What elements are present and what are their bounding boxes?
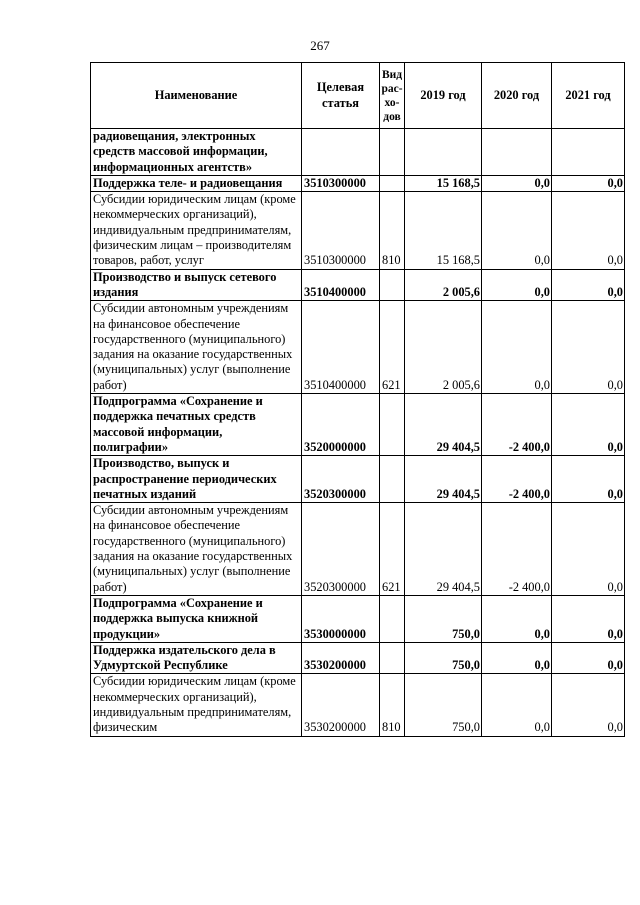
table-body (91, 129, 625, 737)
row-value-2021: 0,0 (552, 456, 625, 503)
row-value-2021: 0,0 (552, 301, 625, 394)
table-row (91, 674, 625, 736)
row-code: 3520300000 (302, 456, 380, 503)
row-value-2020: 0,0 (482, 674, 552, 736)
row-code: 3510300000 (302, 175, 380, 191)
row-name: Поддержка теле- и радиовещания (91, 175, 302, 191)
row-value-2019: 2 005,6 (405, 301, 482, 394)
row-name: Субсидии автономным учреждениям на финансовое обеспечение государственного (муниципального) задания на оказание государственных (муниципальных) услуг (выполнение работ) (91, 301, 302, 394)
row-value-2020: -2 400,0 (482, 456, 552, 503)
row-value-2019: 750,0 (405, 642, 482, 674)
row-value-2021 (552, 129, 625, 176)
row-value-2021: 0,0 (552, 192, 625, 269)
row-value-2021: 0,0 (552, 503, 625, 596)
header-code: Целевая статья (302, 63, 380, 129)
row-name: Субсидии автономным учреждениям на финансовое обеспечение государственного (муниципального) задания на оказание государственных (муниципальных) услуг (выполнение работ) (91, 503, 302, 596)
page-number: 267 (310, 38, 330, 53)
row-value-2020: 0,0 (482, 175, 552, 191)
row-name: радиовещания, электронных средств массовой информации, информационных агентств» (91, 129, 302, 176)
row-expense-type (380, 456, 405, 503)
row-expense-type (380, 595, 405, 642)
table-row (91, 269, 625, 301)
row-code: 3530000000 (302, 595, 380, 642)
row-expense-type (380, 175, 405, 191)
row-value-2019: 29 404,5 (405, 394, 482, 456)
row-code: 3520300000 (302, 503, 380, 596)
row-value-2021: 0,0 (552, 175, 625, 191)
row-value-2021: 0,0 (552, 674, 625, 736)
table-row (91, 175, 625, 191)
table-row (91, 503, 625, 596)
header-2020: 2020 год (482, 63, 552, 129)
row-value-2020: 0,0 (482, 301, 552, 394)
row-value-2021: 0,0 (552, 394, 625, 456)
row-expense-type: 621 (380, 503, 405, 596)
row-code: 3530200000 (302, 674, 380, 736)
row-value-2019: 15 168,5 (405, 175, 482, 191)
row-value-2019 (405, 129, 482, 176)
row-expense-type (380, 642, 405, 674)
row-value-2020 (482, 129, 552, 176)
row-value-2021: 0,0 (552, 269, 625, 301)
row-code: 3510400000 (302, 301, 380, 394)
row-value-2019: 29 404,5 (405, 503, 482, 596)
row-name: Подпрограмма «Сохранение и поддержка печатных средств массовой информации, полиграфии» (91, 394, 302, 456)
header-2021: 2021 год (552, 63, 625, 129)
row-value-2019: 750,0 (405, 674, 482, 736)
row-value-2020: -2 400,0 (482, 394, 552, 456)
row-code: 3530200000 (302, 642, 380, 674)
table-row (91, 394, 625, 456)
table-row (91, 642, 625, 674)
header-name: Наименование (91, 63, 302, 129)
row-value-2019: 29 404,5 (405, 456, 482, 503)
row-expense-type (380, 394, 405, 456)
row-value-2020: 0,0 (482, 595, 552, 642)
row-expense-type (380, 269, 405, 301)
row-value-2019: 2 005,6 (405, 269, 482, 301)
row-code: 3510400000 (302, 269, 380, 301)
row-name: Подпрограмма «Сохранение и поддержка выпуска книжной продукции» (91, 595, 302, 642)
row-name: Субсидии юридическим лицам (кроме некоммерческих организаций), индивидуальным предпринимателям, физическим (91, 674, 302, 736)
row-value-2020: 0,0 (482, 642, 552, 674)
row-expense-type (380, 129, 405, 176)
row-value-2021: 0,0 (552, 595, 625, 642)
budget-table (90, 62, 625, 737)
row-name: Поддержка издательского дела в Удмуртской Республике (91, 642, 302, 674)
row-value-2020: 0,0 (482, 192, 552, 269)
row-value-2019: 750,0 (405, 595, 482, 642)
row-code: 3520000000 (302, 394, 380, 456)
header-type: Вид рас-хо-дов (380, 63, 405, 129)
row-expense-type: 810 (380, 674, 405, 736)
table-row (91, 301, 625, 394)
row-code: 3510300000 (302, 192, 380, 269)
row-value-2020: -2 400,0 (482, 503, 552, 596)
table-header-row (91, 63, 625, 129)
table-row (91, 595, 625, 642)
row-value-2019: 15 168,5 (405, 192, 482, 269)
row-expense-type: 810 (380, 192, 405, 269)
table-row (91, 456, 625, 503)
row-value-2021: 0,0 (552, 642, 625, 674)
table-row (91, 192, 625, 269)
table-row (91, 129, 625, 176)
row-expense-type: 621 (380, 301, 405, 394)
row-name: Производство и выпуск сетевого издания (91, 269, 302, 301)
header-2019: 2019 год (405, 63, 482, 129)
row-name: Производство, выпуск и распространение периодических печатных изданий (91, 456, 302, 503)
row-value-2020: 0,0 (482, 269, 552, 301)
row-name: Субсидии юридическим лицам (кроме некоммерческих организаций), индивидуальным предпринимателям, физическим лицам – производителям товаров, работ, услуг (91, 192, 302, 269)
row-code (302, 129, 380, 176)
